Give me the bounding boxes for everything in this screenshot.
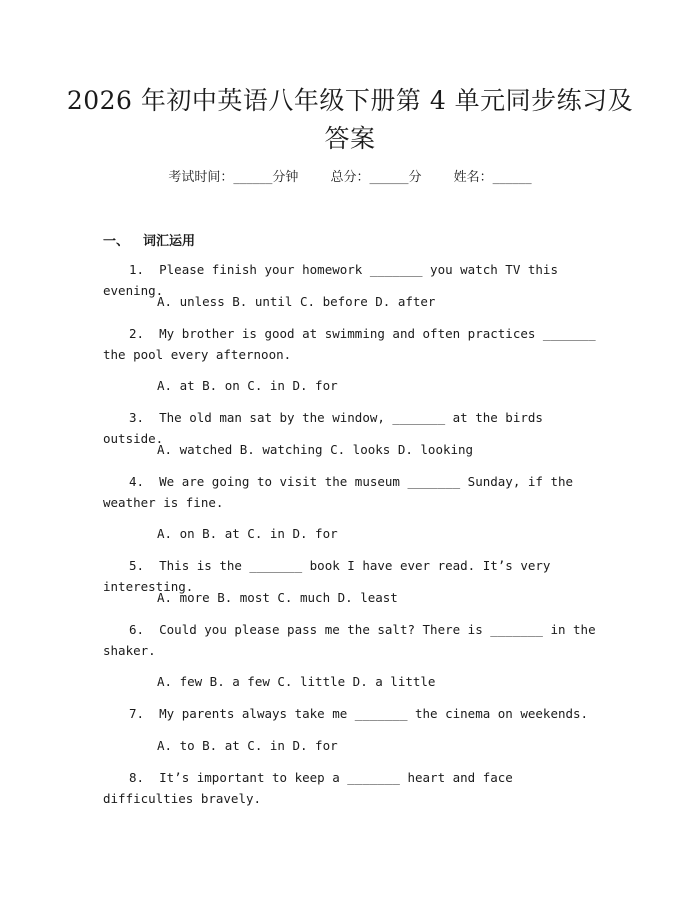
question-3-options: A. watched B. watching C. looks D. looking (157, 442, 474, 457)
document-title: 2026 年初中英语八年级下册第 4 单元同步练习及答案 (66, 86, 634, 153)
total-score: 总分：______分 (330, 170, 422, 185)
question-4-options: A. on B. at C. in D. for (157, 526, 338, 541)
question-2-options: A. at B. on C. in D. for (157, 378, 338, 393)
question-2 (103, 323, 603, 365)
question-number: 5. (129, 558, 145, 573)
question-4 (103, 471, 603, 513)
question-number: 7. (129, 706, 145, 721)
question-6 (103, 619, 603, 661)
question-text: The old man sat by the window, _______ at the birds outside. (103, 410, 543, 446)
question-7-options: A. to B. at C. in D. for (157, 738, 338, 753)
question-text: My parents always take me _______ the cinema on weekends. (159, 706, 589, 721)
exam-time: 考试时间：______分钟 (168, 170, 299, 185)
question-text: My brother is good at swimming and often practices _______ the pool every afternoon. (103, 326, 596, 362)
student-name: 姓名：______ (453, 170, 532, 185)
question-text: Could you please pass me the salt? There is _______ in the shaker. (103, 622, 596, 658)
question-number: 8. (129, 770, 145, 785)
question-7 (103, 703, 603, 724)
question-text: This is the _______ book I have ever read. It’s very interesting. (103, 558, 551, 594)
section-number: 一、 (103, 234, 130, 249)
question-5-options: A. more B. most C. much D. least (157, 590, 398, 605)
question-number: 3. (129, 410, 145, 425)
question-number: 4. (129, 474, 145, 489)
question-8 (103, 767, 603, 809)
question-number: 2. (129, 326, 145, 341)
question-text: It’s important to keep a _______ heart and face difficulties bravely. (103, 770, 513, 806)
question-6-options: A. few B. a few C. little D. a little (157, 674, 436, 689)
question-1-options: A. unless B. until C. before D. after (157, 294, 436, 309)
question-text: We are going to visit the museum _______ Sunday, if the weather is fine. (103, 474, 574, 510)
question-text: Please finish your homework _______ you watch TV this evening. (103, 262, 558, 298)
exam-info-line (0, 168, 700, 188)
section-heading (103, 230, 195, 249)
question-number: 6. (129, 622, 145, 637)
question-number: 1. (129, 262, 145, 277)
section-title: 词汇运用 (143, 234, 196, 249)
